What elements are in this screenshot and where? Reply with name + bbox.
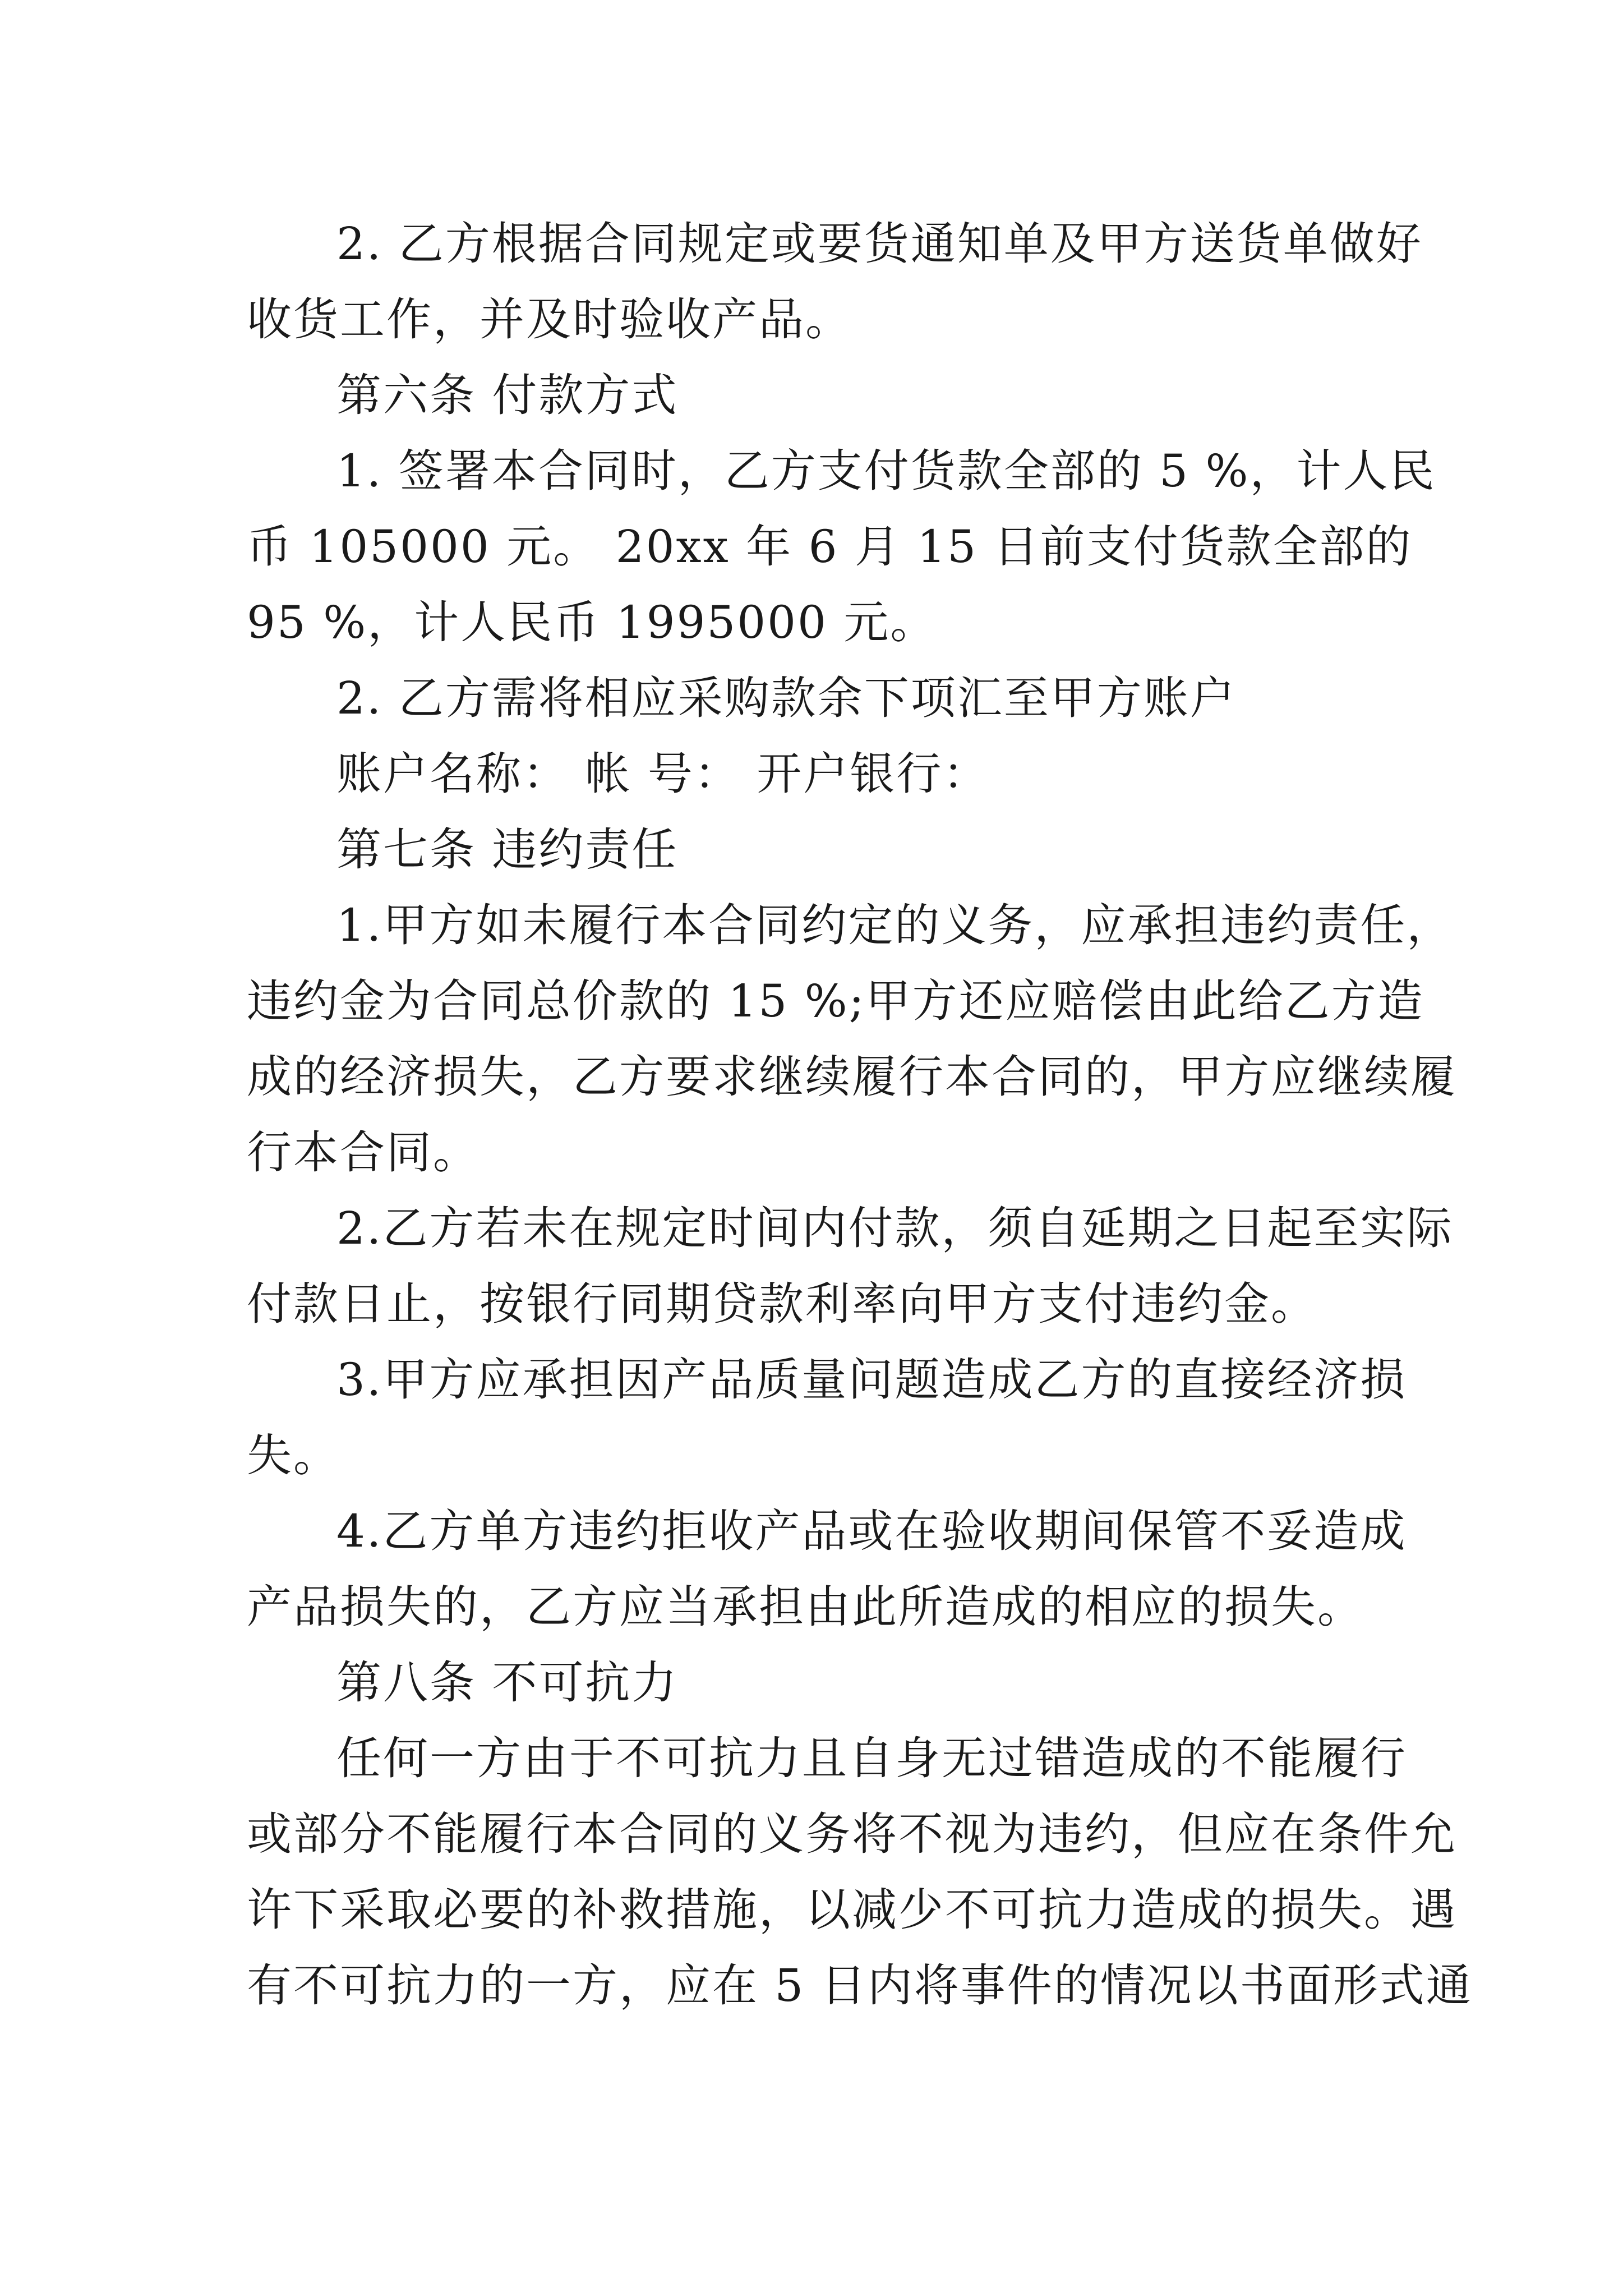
text-line: 95 %，计人民币 1995000 元。 [247, 596, 937, 648]
text-line: 2. 乙方需将相应采购款余下项汇至甲方账户 [336, 672, 1237, 724]
text-line: 币 105000 元。 20xx 年 6 月 15 日前支付货款全部的 [247, 521, 1413, 573]
text-line: 账户名称： 帐 号： 开户银行： [336, 748, 990, 800]
text-line: 成的经济损失，乙方要求继续履行本合同的，甲方应继续履 [247, 1051, 1457, 1103]
text-line: 违约金为合同总价款的 15 %;甲方还应赔偿由此给乙方造 [247, 975, 1424, 1027]
text-line: 1.甲方如未履行本合同约定的义务，应承担违约责任， [336, 899, 1454, 951]
text-line: 或部分不能履行本合同的义务将不视为违约，但应在条件允 [247, 1808, 1457, 1860]
text-line: 2. 乙方根据合同规定或要货通知单及甲方送货单做好 [336, 218, 1423, 270]
text-line: 任何一方由于不可抗力且自身无过错造成的不能履行 [336, 1732, 1407, 1784]
section-heading: 第七条 违约责任 [336, 823, 679, 876]
section-heading: 第六条 付款方式 [336, 369, 679, 421]
text-line: 产品损失的，乙方应当承担由此所造成的相应的损失。 [247, 1581, 1364, 1633]
text-line: 3.甲方应承担因产品质量问题造成乙方的直接经济损 [336, 1354, 1407, 1406]
text-line: 1. 签署本合同时，乙方支付货款全部的 5 %，计人民 [336, 445, 1436, 497]
text-line: 2.乙方若未在规定时间内付款，须自延期之日起至实际 [336, 1202, 1454, 1254]
text-line: 付款日止，按银行同期贷款利率向甲方支付违约金。 [247, 1278, 1317, 1330]
section-heading: 第八条 不可抗力 [336, 1657, 679, 1709]
text-line: 4.乙方单方违约拒收产品或在验收期间保管不妥造成 [336, 1505, 1407, 1557]
text-line: 有不可抗力的一方，应在 5 日内将事件的情况以书面形式通 [247, 1959, 1473, 2012]
text-line: 许下采取必要的补救措施，以减少不可抗力造成的损失。遇 [247, 1884, 1457, 1936]
text-line: 失。 [247, 1429, 340, 1481]
text-line: 行本合同。 [247, 1126, 479, 1179]
text-line: 收货工作，并及时验收产品。 [247, 293, 852, 346]
